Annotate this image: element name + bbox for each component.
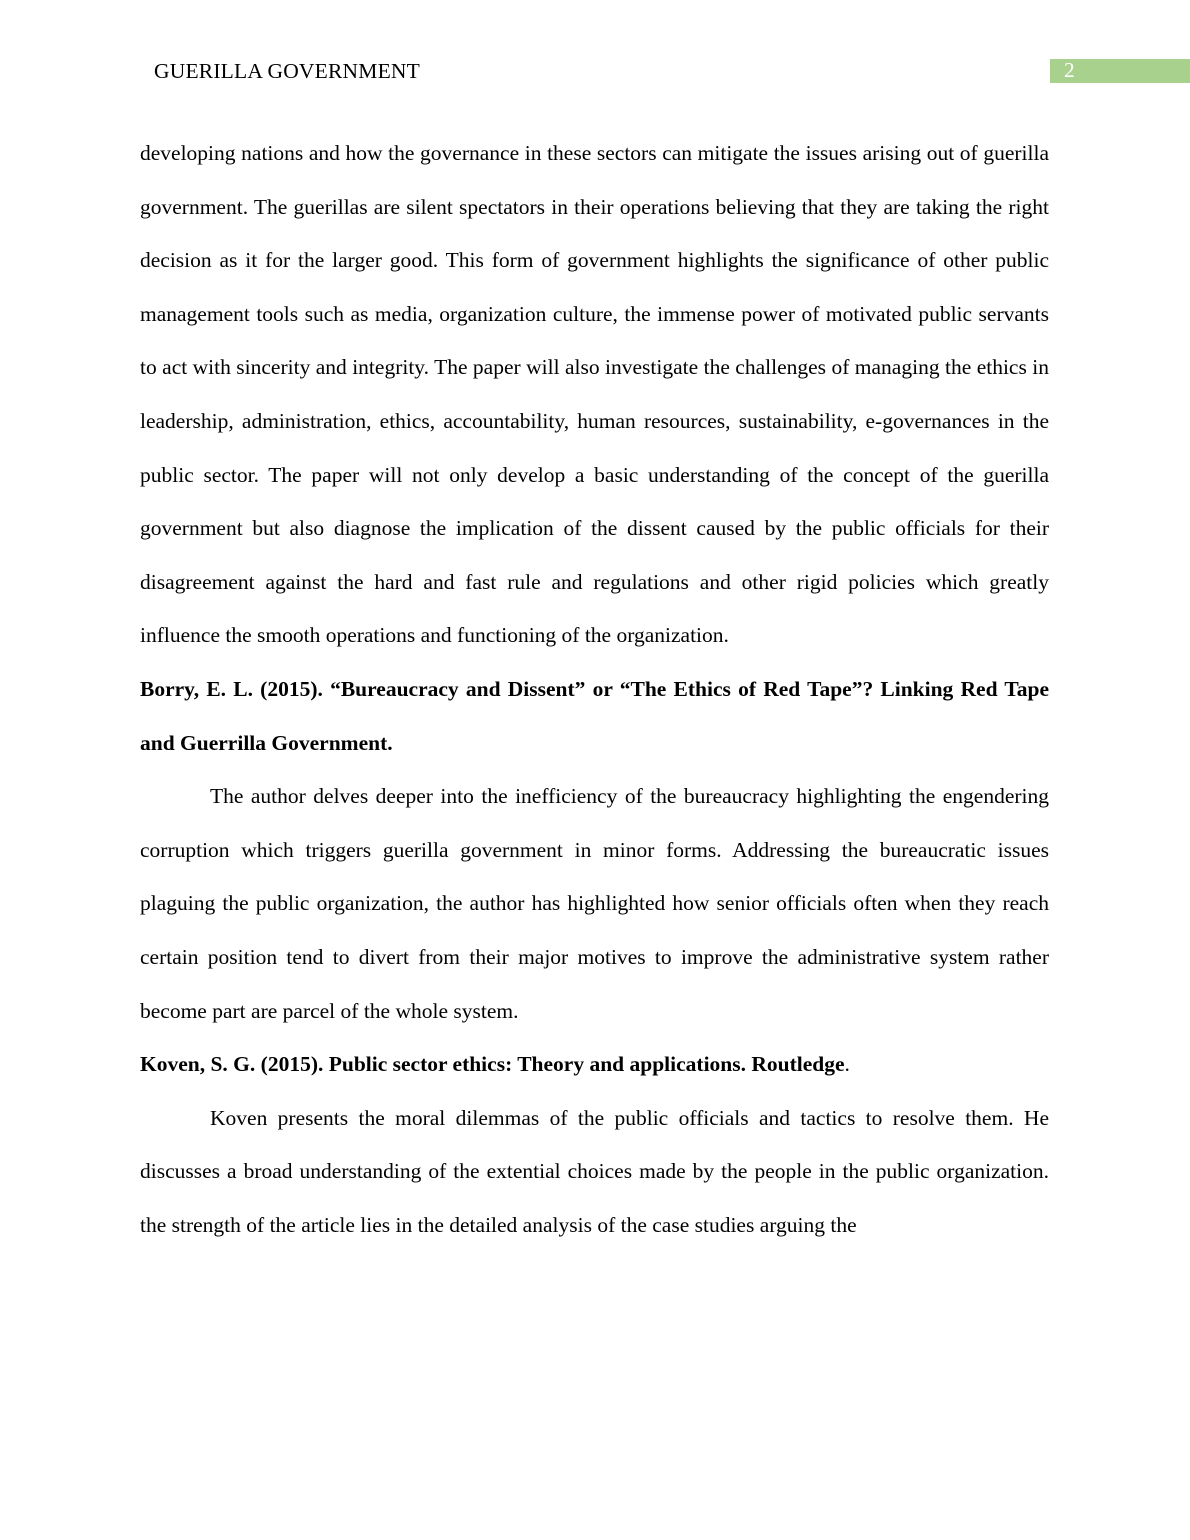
document-body — [140, 127, 1049, 1252]
reference-citation-koven — [140, 1038, 1049, 1092]
intro-paragraph: developing nations and how the governance in these sectors can mitigate the issues arising out of guerilla government. The guerillas are silent spectators in their operations believing that they are taking the right decision as it for the larger good. This form of government highlights the significance of other public management tools such as media, organization culture, the immense power of motivated public servants to act with sincerity and integrity. The paper will also investigate the challenges of managing the ethics in leadership, administration, ethics, accountability, human resources, sustainability, e-governances in the public sector. The paper will not only develop a basic understanding of the concept of the guerilla government but also diagnose the implication of the dissent caused by the public officials for their disagreement against the hard and fast rule and regulations and other rigid policies which greatly influence the smooth operations and functioning of the organization. — [140, 141, 1049, 648]
running-head: GUERILLA GOVERNMENT — [154, 59, 420, 83]
reference-citation-borry: Borry, E. L. (2015). “Bureaucracy and Dissent” or “The Ethics of Red Tape”? Linking Red Tape and Guerrilla Government. — [140, 676, 1049, 755]
page-number-box — [1050, 59, 1190, 83]
page-number: 2 — [1064, 58, 1075, 82]
reference-citation-koven-period: . — [844, 1052, 850, 1077]
reference-summary-borry: The author delves deeper into the inefficiency of the bureaucracy highlighting the engendering corruption which triggers guerilla government in minor forms. Addressing the bureaucratic issues plaguing the public organization, the author has highlighted how senior officials often when they reach certain position tend to divert from their major motives to improve the administrative system rather become part are parcel of the whole system. — [140, 784, 1049, 1023]
reference-citation-koven-text: Koven, S. G. (2015). Public sector ethics: Theory and applications. Routledge — [140, 1052, 845, 1077]
reference-summary-koven: Koven presents the moral dilemmas of the public officials and tactics to resolve them. He discusses a broad understanding of the extential choices made by the people in the public organization. the strength of the article lies in the detailed analysis of the case studies arguing the — [140, 1105, 1049, 1237]
